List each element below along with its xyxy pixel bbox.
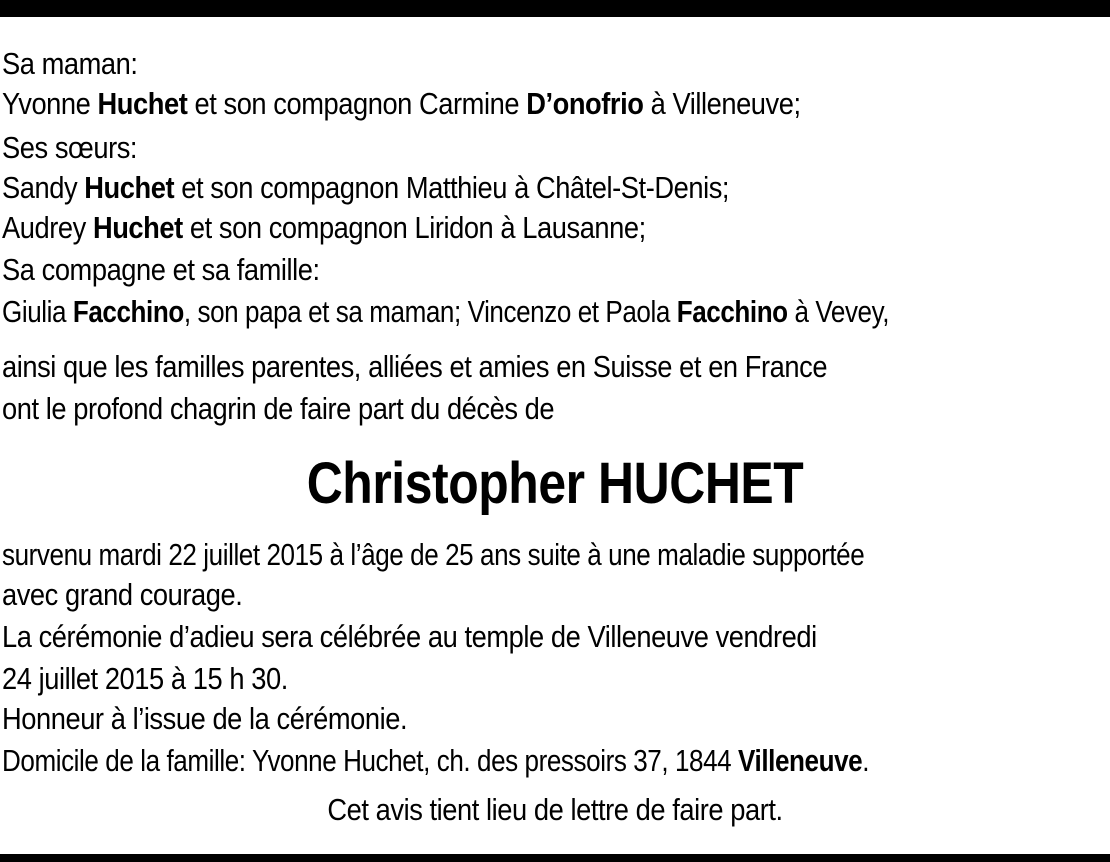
mother-partner-surname: D’onofrio bbox=[526, 86, 644, 121]
partner-line-mid: , son papa et sa maman; Vincenzo et Paola bbox=[183, 294, 677, 329]
mother-first-name: Yvonne bbox=[2, 86, 98, 121]
details-line-3: La cérémonie d’adieu sera célébrée au temple de Villeneuve vendredi bbox=[2, 619, 817, 654]
deceased-name: Christopher HUCHET bbox=[306, 451, 804, 516]
top-rule bbox=[0, 0, 1110, 17]
sister2-line-end: et son compagnon Liridon à Lausanne; bbox=[182, 210, 646, 245]
sisters-heading: Ses sœurs: bbox=[2, 130, 138, 165]
mother-surname: Huchet bbox=[97, 86, 188, 121]
partner-line-end: à Vevey, bbox=[787, 294, 890, 329]
partner-surname-2: Facchino bbox=[676, 294, 788, 329]
announcement-line-2: ont le profond chagrin de faire part du décès de bbox=[2, 391, 555, 426]
details-line-2: avec grand courage. bbox=[2, 577, 243, 612]
domicile-text: Domicile de la famille: Yvonne Huchet, ch. des pressoirs 37, 1844 bbox=[2, 743, 739, 778]
partner-first-name: Giulia bbox=[2, 294, 73, 329]
sister1-first-name: Sandy bbox=[2, 170, 85, 205]
bottom-rule bbox=[0, 854, 1110, 862]
details-line-5: Honneur à l’issue de la cérémonie. bbox=[2, 701, 408, 736]
details-line-1: survenu mardi 22 juillet 2015 à l’âge de 25 ans suite à une maladie supportée bbox=[2, 537, 865, 572]
sister1-line-end: et son compagnon Matthieu à Châtel-St-Denis; bbox=[174, 170, 730, 205]
domicile-line bbox=[2, 741, 869, 781]
domicile-end: . bbox=[862, 743, 870, 778]
sister2-first-name: Audrey bbox=[2, 210, 93, 245]
details-line-4: 24 juillet 2015 à 15 h 30. bbox=[2, 661, 288, 696]
sister1-surname: Huchet bbox=[84, 170, 175, 205]
partner-line bbox=[2, 292, 889, 332]
domicile-town: Villeneuve bbox=[738, 743, 863, 778]
mother-line-end: à Villeneuve; bbox=[643, 86, 801, 121]
mother-line bbox=[2, 84, 801, 124]
partner-heading: Sa compagne et sa famille: bbox=[2, 252, 320, 287]
sister2-line bbox=[2, 208, 646, 248]
sister1-line bbox=[2, 168, 729, 208]
announcement-line-1: ainsi que les familles parentes, alliées et amies en Suisse et en France bbox=[2, 349, 828, 384]
partner-surname: Facchino bbox=[72, 294, 184, 329]
closing-line: Cet avis tient lieu de lettre de faire part. bbox=[327, 792, 783, 827]
sister2-surname: Huchet bbox=[92, 210, 183, 245]
mother-line-mid: et son compagnon Carmine bbox=[187, 86, 527, 121]
mother-heading: Sa maman: bbox=[2, 46, 138, 81]
